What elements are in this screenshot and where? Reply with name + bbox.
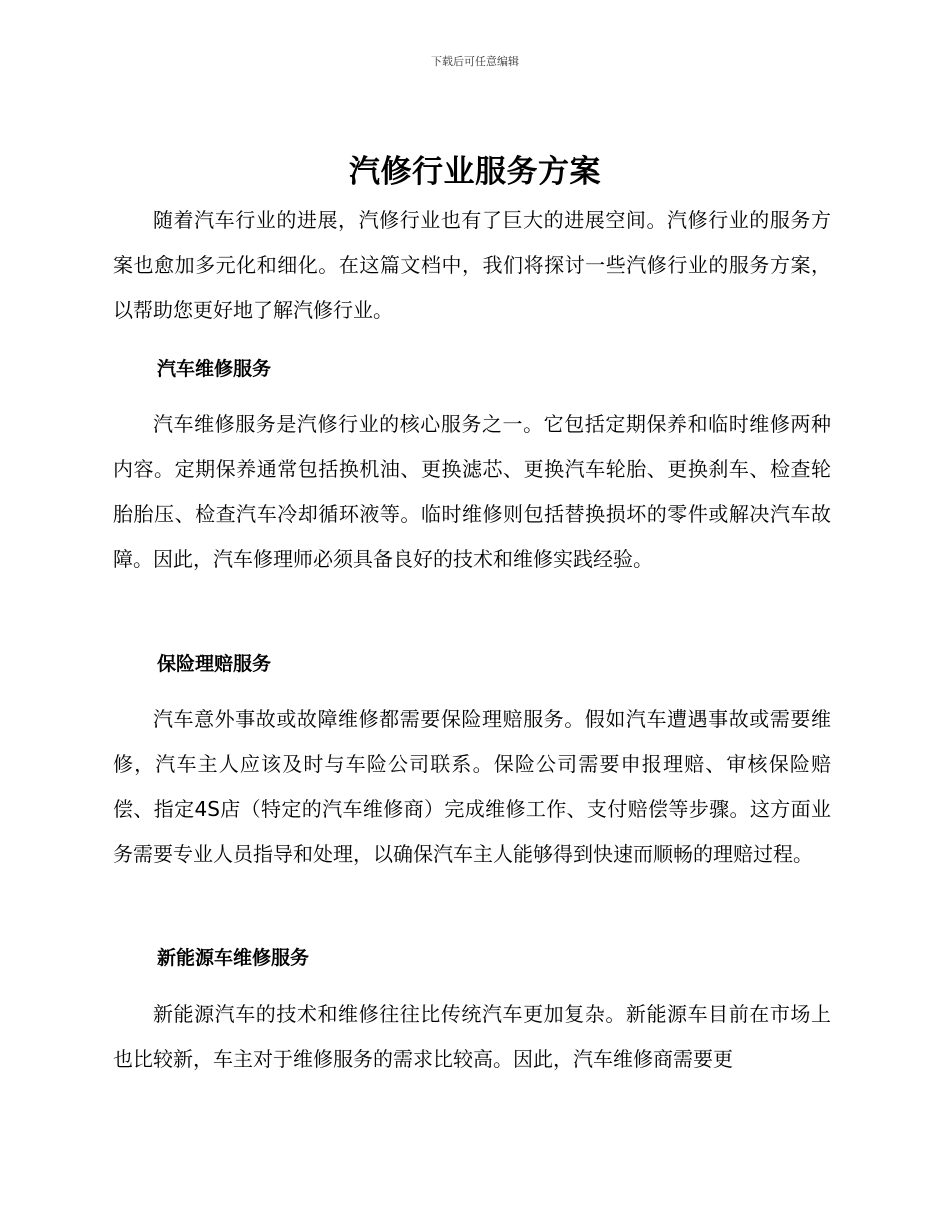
section-heading-new-energy-vehicle: 新能源车维修服务 [157, 947, 310, 969]
section-heading-insurance-claims: 保险理赔服务 [157, 653, 272, 675]
page-header: 下载后可任意编辑 [431, 55, 519, 68]
document-title: 汽修行业服务方案 [349, 154, 601, 190]
section-body-insurance-claims: 汽车意外事故或故障维修都需要保险理赔服务。假如汽车遭遇事故或需要维修，汽车主人应该及时与车险公司联系。保险公司需要申报理赔、审核保险赔偿、指定4S店（特定的汽车维修商）完成维修工作、支付赔偿等步骤。这方面业务需要专业人员指导和处理，以确保汽车主人能够得到快速而顺畅的理赔过程。 [113, 707, 831, 866]
section-heading-car-repair: 汽车维修服务 [157, 358, 272, 380]
section-body-car-repair: 汽车维修服务是汽修行业的核心服务之一。它包括定期保养和临时维修两种内容。定期保养通常包括换机油、更换滤芯、更换汽车轮胎、更换刹车、检查轮胎胎压、检查汽车冷却循环液等。临时维修则包括替换损坏的零件或解决汽车故障。因此，汽车修理师必须具备良好的技术和维修实践经验。 [113, 412, 831, 571]
section-body-new-energy-vehicle: 新能源汽车的技术和维修往往比传统汽车更加复杂。新能源车目前在市场上也比较新，车主对于维修服务的需求比较高。因此，汽车维修商需要更 [113, 1002, 831, 1071]
intro-paragraph: 随着汽车行业的进展，汽修行业也有了巨大的进展空间。汽修行业的服务方案也愈加多元化和细化。在这篇文档中，我们将探讨一些汽修行业的服务方案，以帮助您更好地了解汽修行业。 [113, 208, 831, 322]
